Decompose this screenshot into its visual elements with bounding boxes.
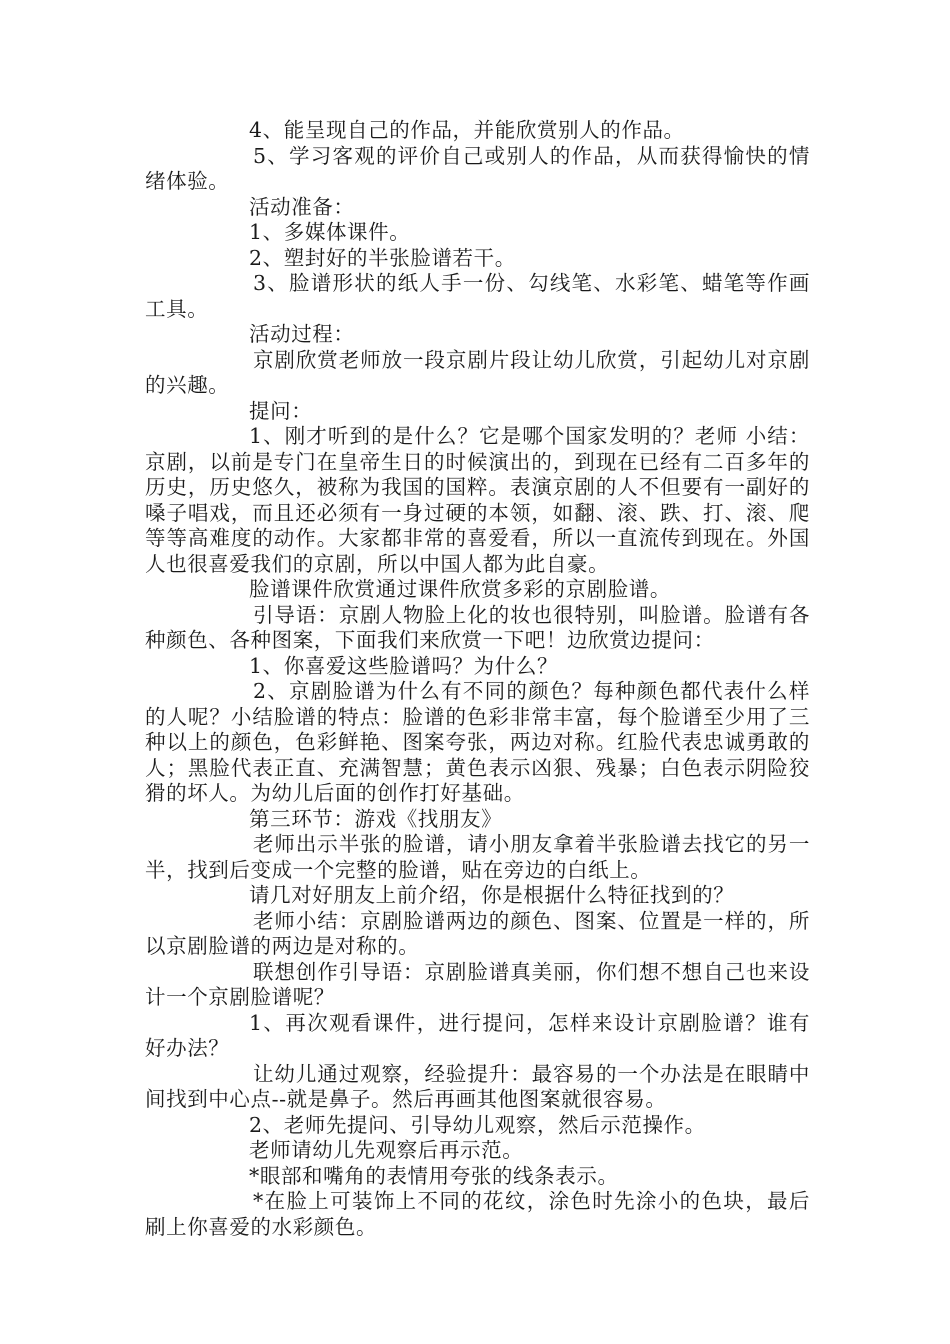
paragraph: 老师小结：京剧脸谱两边的颜色、图案、位置是一样的，所以京剧脸谱的两边是对称的。 [145, 908, 810, 958]
bullet-item: *眼部和嘴角的表情用夸张的线条表示。 [249, 1163, 619, 1188]
list-item: 3、脸谱形状的纸人手一份、勾线笔、水彩笔、蜡笔等作画工具。 [145, 271, 810, 321]
list-item: 1、再次观看课件，进行提问，怎样来设计京剧脸谱？谁有好办法？ [145, 1010, 810, 1060]
list-item: 2、京剧脸谱为什么有不同的颜色？每种颜色都代表什么样的人呢？小结脸谱的特点：脸谱的色彩非常丰富，每个脸谱至少用了三种以上的颜色，色彩鲜艳、图案夸张，两边对称。红脸代表忠诚勇敢的人；黑脸代表正直、充满智慧；黄色表示凶狠、残暴；白色表示阴险狡猾的坏人。为幼儿后面的创作打好基础。 [145, 679, 810, 805]
list-item: 1、多媒体课件。 [249, 220, 411, 244]
paragraph: 脸谱课件欣赏通过课件欣赏多彩的京剧脸谱。 [249, 577, 671, 601]
paragraph: 老师出示半张的脸谱，请小朋友拿着半张脸谱去找它的另一半，找到后变成一个完整的脸谱，贴在旁边的白纸上。 [145, 832, 810, 882]
list-item: 2、老师先提问、引导幼儿观察，然后示范操作。 [249, 1112, 706, 1137]
list-item: 1、你喜爱这些脸谱吗？为什么？ [249, 653, 559, 678]
paragraph: 让幼儿通过观察，经验提升：最容易的一个办法是在眼睛中间找到中心点--就是鼻子。然后再画其他图案就很容易。 [145, 1061, 810, 1111]
paragraph: 京剧欣赏老师放一段京剧片段让幼儿欣赏，引起幼儿对京剧的兴趣。 [145, 347, 810, 397]
list-item: 2、塑封好的半张脸谱若干。 [249, 245, 516, 270]
paragraph: 老师请幼儿先观察后再示范。 [249, 1138, 524, 1162]
paragraph: 1、刚才听到的是什么？它是哪个国家发明的？老师 小结：京剧，以前是专门在皇帝生日的时候演出的，到现在已经有二百多年的历史，历史悠久，被称为我国的国粹。表演京剧的人不但要有一副好的嗓子唱戏，而且还必须有一身过硬的本领，如翻、滚、跌、打、滚、爬等等高难度的动作。大家都非常的喜爱看，所以一直流传到现在。外国人也很喜爱我们的京剧，所以中国人都为此自豪。 [145, 424, 810, 576]
paragraph: 5、学习客观的评价自己或别人的作品，从而获得愉快的情绪体验。 [145, 143, 810, 193]
section-heading-process: 活动过程： [249, 322, 355, 346]
paragraph: 4、能呈现自己的作品，并能欣赏别人的作品。 [249, 118, 685, 142]
paragraph: 引导语：京剧人物脸上化的妆也很特别，叫脸谱。脸谱有各种颜色、各种图案，下面我们来欣赏一下吧！边欣赏边提问： [145, 602, 810, 652]
paragraph: 联想创作引导语：京剧脸谱真美丽，你们想不想自己也来设计一个京剧脸谱呢？ [145, 959, 810, 1009]
bullet-item: *在脸上可装饰上不同的花纹，涂色时先涂小的色块，最后刷上你喜爱的水彩颜色。 [145, 1189, 810, 1239]
section-heading-preparation: 活动准备： [249, 194, 355, 219]
section-heading-game: 第三环节：游戏《找朋友》 [249, 806, 503, 831]
document-body [145, 118, 810, 1240]
section-heading-questions: 提问： [249, 398, 313, 423]
paragraph: 请几对好朋友上前介绍，你是根据什么特征找到的？ [249, 883, 735, 907]
